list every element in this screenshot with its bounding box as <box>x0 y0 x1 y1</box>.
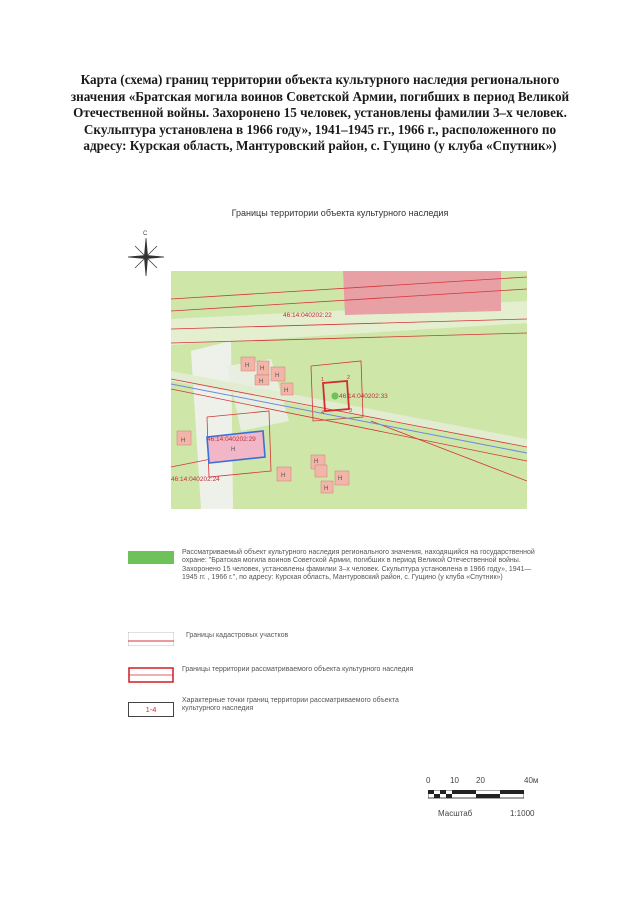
legend-swatch-points <box>128 702 174 717</box>
parcel-label: 46:14:040202:33 <box>339 393 388 400</box>
legend-swatch-red-lines <box>128 632 174 646</box>
document-title: Карта (схема) границ территории объекта культурного наследия регионального значения «Братская могила воинов Советской Армии, погибших в период Великой Отечественной войны. Захоронено 15 человек, установлены фамилии 3–х человек. Скульптура установлена в 1966 году», 1941–1945 гг., 1966 г., расположенного по адресу: Курская область, Мантуровский район, с. Гущино (у клуба «Спутник») <box>70 72 570 154</box>
building-label: Н <box>181 438 186 444</box>
scale-tick: 0 <box>426 776 431 785</box>
parcel-label: 46:14:040202:22 <box>283 312 332 319</box>
map-heading: Границы территории объекта культурного наследия <box>231 208 449 218</box>
legend-text: Рассматриваемый объект культурного наследия регионального значения, находящийся на государственной охране: "Братская могила воинов Советской Армии, погибших в период Великой Отечественной войны. Захоронено 15 человек, установлены фамилии 3–х человек. Скульптура установлена в 1966 году», 1941—1945 гг. , 1966 г.", по адресу: Курская область, Мантуровский район, с. Гущино (у клуба «Спутник») <box>182 549 535 582</box>
point-number: 1 <box>321 377 325 383</box>
scale-label: Масштаб <box>438 809 473 818</box>
north-arrow-icon <box>126 236 166 278</box>
parcel-label: 46:14:040202:24 <box>171 476 220 483</box>
scale-tick: 10 <box>450 776 459 785</box>
cadastral-map[interactable] <box>171 271 527 509</box>
legend-swatch-red-box <box>128 667 174 683</box>
building-label: Н <box>245 363 250 369</box>
legend-swatch-label: 1-4 <box>145 705 157 714</box>
building-label: Н <box>231 447 236 453</box>
building-label: Н <box>281 473 286 479</box>
building-label: Н <box>314 459 319 465</box>
legend-text: Границы кадастровых участков <box>186 632 289 639</box>
building-label: Н <box>259 379 264 385</box>
point-number: 4 <box>321 410 325 416</box>
legend-text: Характерные точки границ территории рассматриваемого объекта культурного наследия <box>182 697 399 713</box>
point-number: 2 <box>347 375 351 381</box>
scale-tick: 40м <box>524 776 539 785</box>
large-building <box>343 271 501 315</box>
parcel-label: 46:14:040202:29 <box>207 436 256 443</box>
legend-swatch-green <box>128 551 174 564</box>
building-label: Н <box>275 373 280 379</box>
building-label: Н <box>284 388 289 394</box>
building-label: Н <box>324 486 329 492</box>
point-number: 3 <box>349 408 353 414</box>
scale-ratio: 1:1000 <box>510 809 535 818</box>
compass-letter: С <box>143 231 148 237</box>
scale-bar <box>418 776 558 826</box>
scale-ruler <box>428 790 524 800</box>
scale-tick: 20 <box>476 776 485 785</box>
legend-text: Границы территории рассматриваемого объекта культурного наследия <box>182 666 414 673</box>
building-label: Н <box>260 366 265 372</box>
building-label: Н <box>338 476 343 482</box>
object-marker[interactable] <box>331 392 338 399</box>
